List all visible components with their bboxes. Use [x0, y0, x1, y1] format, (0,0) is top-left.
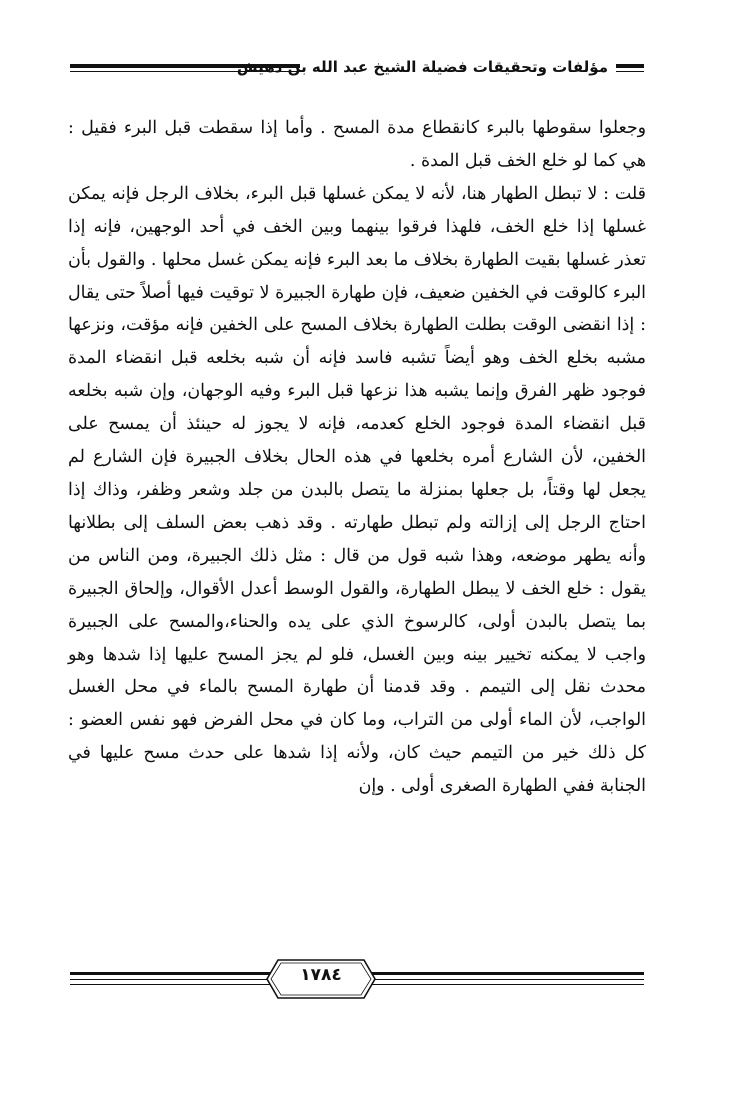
- page-number: ١٧٨٤: [300, 965, 342, 985]
- paragraph-1: وجعلوا سقوطها بالبرء كانقطاع مدة المسح . وأما إذا سقطت قبل البرء فقيل : هي كما لو خلع الخف قبل المدة .: [68, 118, 646, 171]
- page-footer: [70, 955, 644, 1005]
- header-title: مؤلفات وتحقيقات فضيلة الشيخ عبد الله بن دهيش: [236, 58, 608, 76]
- header-rule-right-thin: [616, 71, 644, 72]
- paragraph-2: قلت : لا تبطل الطهار هنا، لأنه لا يمكن غسلها قبل البرء، بخلاف الرجل فإنه يمكن غسلها إذا خلع الخف، فلهذا فرقوا بينهما وبين الخف في أحد الوجهين، فإنه إذا تعذر غسلها بقيت الطهارة بخلاف ما بعد البرء فإنه يمكن غسل محلها . والقول بأن البرء كالوقت في الخفين ضعيف، فإن طهارة الجبيرة لا توقيت فيها أصلاً حتى يقال : إذا انقضى الوقت بطلت الطهارة بخلاف المسح على الخفين فإنه مؤقت، ونزعها مشبه بخلع الخف وهو أيضاً تشبه فاسد فإنه أن شبه بخلعه قبل انقضاء المدة فوجود ظهر الفرق وإنما يشبه هذا نزعها قبل البرء وفيه الوجهان، وإن شبه بخلعه قبل انقضاء المدة فوجود الخلع كعدمه، فإنه لا يجوز له حينئذ أن يمسح على الخفين، لأن الشارع أمره بخلعها في هذه الحال بخلاف الجبيرة فإن الشارع لم يجعل لها وقتاً، بل جعلها بمنزلة ما يتصل بالبدن من جلد وشعر وظفر، وذاك إذا احتاج الرجل إلى إزالته ولم تبطل طهارته . وقد ذهب بعض السلف إلى بطلانها وأنه يطهر موضعه، وهذا شبه قول من قال : مثل ذلك الجبيرة، ومن الناس من يقول : خلع الخف لا يبطل الطهارة، والقول الوسط أعدل الأقوال، وإلحاق الجبيرة بما يتصل بالبدن أولى، كالرسوخ الذي على يده والحناء،والمسح على الجبيرة واجب لا يمكنه تخيير بينه وبين الغسل، فلو لم يجز المسح عليها إذا شدها وهو محدث نقل إلى التيمم . وقد قدمنا أن طهارة المسح بالماء في محل الغسل الواجب، لأن الماء أولى من التراب، وما كان في محل الفرض فهو نفس العضو : كل ذلك خير من التيمم حيث كان، ولأنه إذا شدها على حدث مسح عليها في الجنابة ففي الطهارة الصغرى أولى . وإن: [68, 183, 646, 797]
- running-header: [70, 58, 644, 88]
- header-rule-right-thick: [616, 64, 644, 68]
- body-text: [68, 112, 646, 803]
